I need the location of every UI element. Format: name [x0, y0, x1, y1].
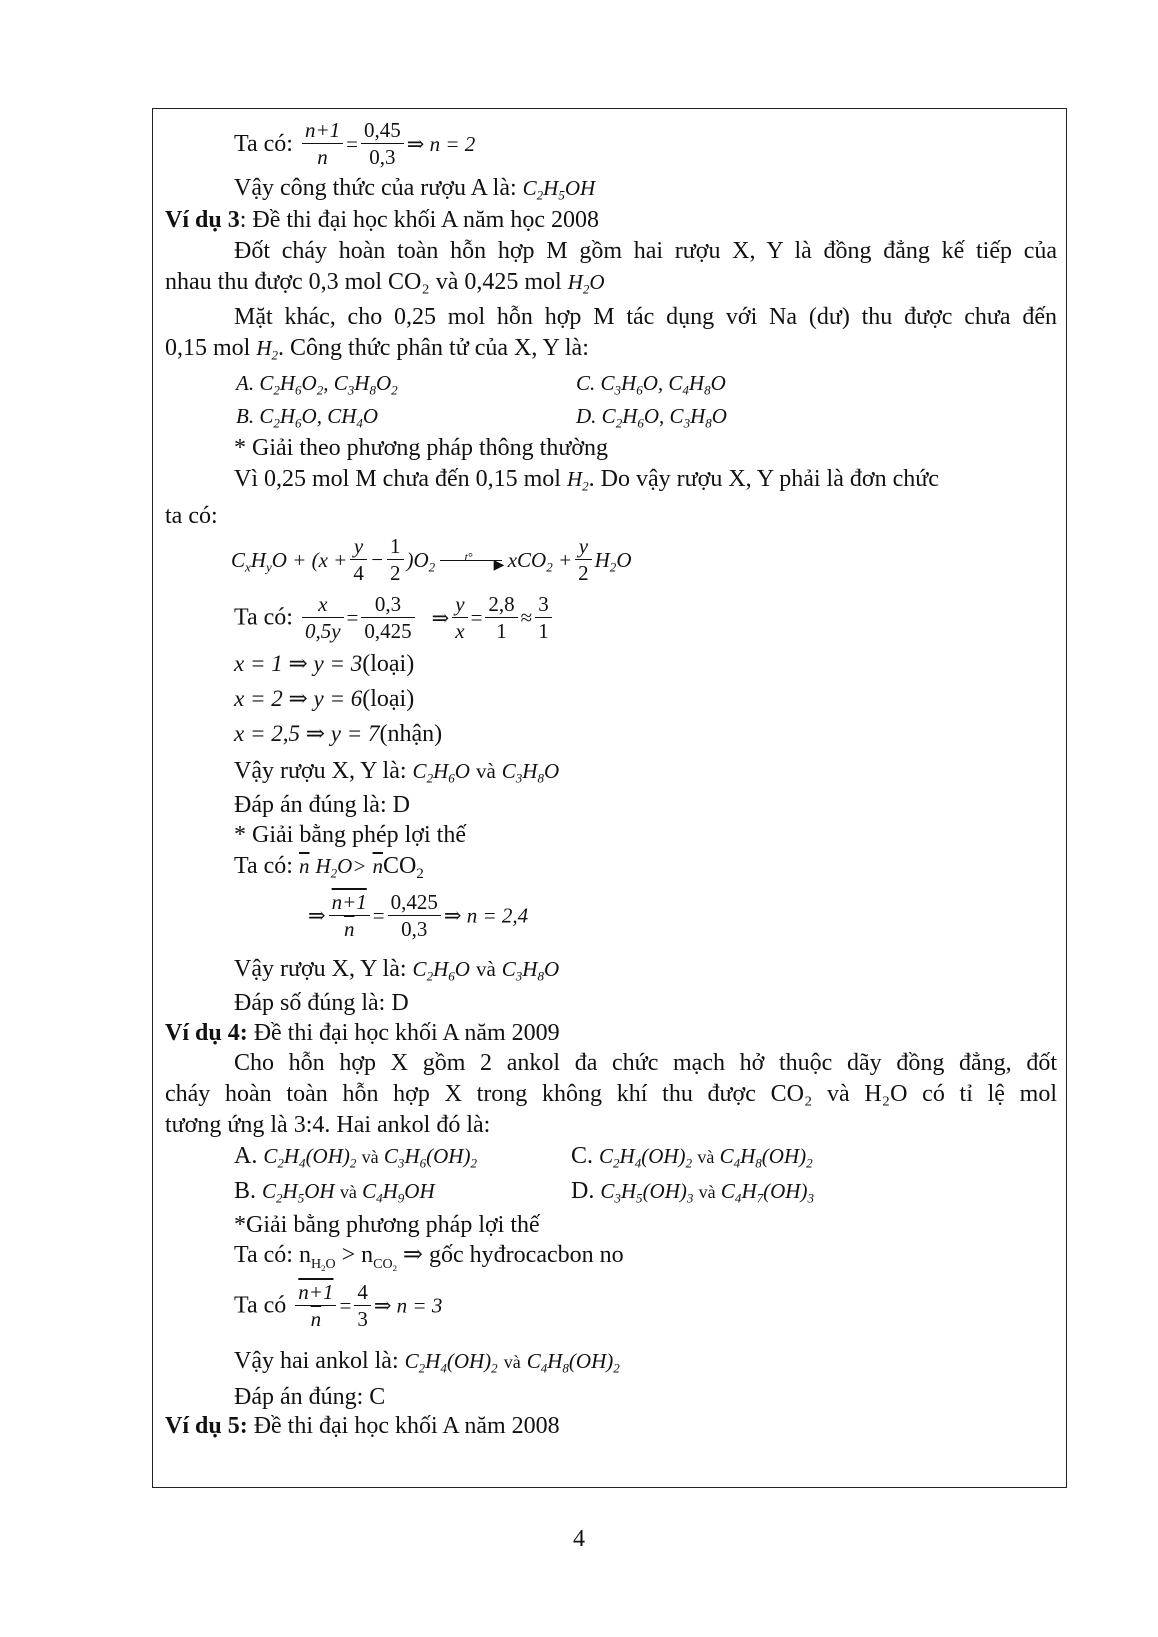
formula-h2: $H_2$: [256, 336, 279, 363]
paragraph-line: Đốt cháy hoàn toàn hỗn hợp M gồm hai rượu X, Y là đồng đẳng kế tiếp của: [234, 238, 1057, 264]
example-3-heading: [165, 205, 599, 235]
label-ta-co: Ta có: [234, 1292, 287, 1319]
fraction-denominator: 0,3: [401, 917, 428, 941]
fraction-03-over-0425: [361, 591, 414, 644]
option-a: A. $C_2H_6O_2$, $C_3H_8O_2$: [236, 371, 398, 398]
fraction-denominator: 1: [496, 619, 507, 643]
fraction-y-over-x: [452, 591, 467, 644]
fraction-numerator: 2,8: [485, 591, 517, 618]
answer-text: Đáp số đúng là: D: [234, 990, 409, 1016]
label-ta-co: Ta có:: [234, 131, 293, 158]
paragraph-line: Cho hỗn hợp X gồm 2 ankol đa chức mạch hở thuộc dãy đồng đẳng, đốt: [234, 1050, 1057, 1076]
options-row-1: [236, 368, 726, 398]
n-bar: $\overline{n}$: [372, 854, 383, 878]
fraction-denominator: n: [343, 917, 355, 941]
text: nhau thu được 0,3 mol CO₂ và 0,425 mol: [165, 269, 562, 295]
method-heading: * Giải bằng phép lợi thế: [234, 822, 466, 848]
option-a: A. $C_2H_4(OH)_2$ và $C_3H_6(OH)_2$: [234, 1143, 477, 1171]
comparison-line: Ta có: $n_{H_2O} > n_{CO_2}$ ⇒ gốc hyđrocacbon no: [234, 1242, 624, 1273]
fraction-denominator: 0,3: [369, 145, 396, 169]
formula-c2h5oh: $C_2H_5OH$: [522, 176, 596, 203]
formula-h2: $H_2$: [566, 467, 589, 494]
fraction-denominator: 1: [538, 619, 549, 643]
option-d: D. $C_2H_6O$, $C_3H_8O$: [576, 404, 727, 431]
fraction-0425-over-03: [388, 889, 441, 942]
fraction-n-plus-1-over-n: [329, 889, 370, 942]
page-number: 4: [573, 1526, 585, 1552]
equation-result: ⇒ n = 3: [373, 1293, 443, 1318]
fraction-denominator: 0,425: [364, 619, 412, 643]
example-label: Ví dụ 5:: [165, 1413, 248, 1439]
option-label: D.: [571, 1178, 595, 1204]
method-heading: * Giải theo phương pháp thông thường: [234, 435, 609, 461]
text: ta có:: [165, 503, 218, 529]
option-label: A.: [234, 1143, 258, 1169]
text: 0,15 mol: [165, 335, 251, 361]
text: ⇒ gốc hyđrocacbon no: [402, 1242, 624, 1268]
text: Vậy rượu X, Y là:: [234, 758, 407, 784]
text: . Công thức phân tử của X, Y là:: [278, 335, 589, 361]
arrow-with-heat: t° ▶: [440, 558, 502, 561]
text: Vậy hai ankol là:: [234, 1348, 399, 1374]
formula-c4h8oh2: $C_4H_8(OH)_2$: [526, 1349, 620, 1376]
paragraph-line: [165, 267, 605, 297]
fraction-numerator: 4: [354, 1279, 371, 1306]
equation-n-ankol: Ta có $\frac{n+1}{n}$ = $\frac{4}{3}$ ⇒ n = 3: [234, 1280, 443, 1331]
example-label: Ví dụ 4:: [165, 1020, 248, 1046]
fraction-denominator: n: [317, 145, 328, 169]
case-line: [234, 649, 414, 679]
fraction-numerator: 3: [535, 591, 552, 618]
fraction-045-over-03: [361, 117, 404, 170]
option-label: B.: [234, 1178, 257, 1204]
text-and: và: [503, 1352, 521, 1372]
fraction-n-plus-1-over-n: [295, 1279, 336, 1332]
note: (loại): [362, 686, 415, 712]
formula-line: [234, 173, 595, 203]
text-and: và: [475, 957, 496, 981]
math-expression: x = 2,5 ⇒ y = 7: [234, 721, 380, 746]
example-4-heading: [165, 1018, 560, 1048]
equation-result: ⇒ n = 2,4: [443, 903, 529, 928]
fraction-numerator: 0,45: [361, 117, 404, 144]
fraction-numerator: 0,425: [388, 889, 441, 916]
fraction-4-over-3: [354, 1279, 371, 1332]
option-b: B. $C_2H_5OH$ và $C_4H_9OH$: [234, 1178, 435, 1206]
n-bar: $\overline{n}$: [298, 854, 310, 878]
fraction-denominator: x: [455, 619, 465, 643]
fraction-numerator: x: [302, 591, 344, 618]
fraction-numerator: n+1: [329, 889, 370, 916]
text-conclusion: Vậy công thức của rượu A là:: [234, 175, 517, 201]
fraction-numerator: n+1: [302, 117, 343, 144]
option-b: B. $C_2H_6O$, $CH_4O$: [236, 404, 379, 431]
fraction-numerator: y: [452, 591, 467, 618]
options-row-1: [234, 1141, 813, 1172]
option-d: D. $C_3H_5(OH)_3$ và $C_4H_7(OH)_3$: [571, 1178, 814, 1206]
paragraph-line: Mặt khác, cho 0,25 mol hỗn hợp M tác dụng với Na (dư) thu được chưa đến: [234, 304, 1057, 330]
math-expression: x = 2 ⇒ y = 6: [234, 686, 363, 711]
paragraph-line: cháy hoàn toàn hỗn hợp X trong không khí thu được CO₂ và H₂O có tỉ lệ mol: [165, 1081, 1057, 1107]
answer-line: [234, 1346, 620, 1377]
math-expression: x = 1 ⇒ y = 3: [234, 651, 363, 676]
fraction-3-over-1: [535, 591, 552, 644]
paragraph-line: [234, 464, 1057, 494]
text: Vì 0,25 mol M chưa đến 0,15 mol: [234, 466, 561, 492]
example-5-heading: [165, 1411, 560, 1441]
case-line: [234, 684, 414, 714]
text: Ta có: n: [234, 1242, 311, 1268]
formula-h2o: $H_2O$: [567, 270, 605, 297]
formula-c2h4oh2: $C_2H_4(OH)_2$: [404, 1349, 498, 1376]
fraction-28-over-1: [485, 591, 517, 644]
method-heading: *Giải bằng phương pháp lợi thế: [234, 1212, 540, 1238]
fraction-denominator: n: [310, 1307, 322, 1331]
equation-ratio: Ta có: $\frac{x}{0,5y}$ = $\frac{0,3}{0,425}$ ⇒ $\frac{y}{x}$ = $\frac{2,8}{1}$ ≈ $\frac{3}{1}$: [234, 591, 555, 647]
formula-c2h6o: $C_2H_6O$: [412, 957, 470, 984]
option-label: C.: [571, 1143, 594, 1169]
fraction-denominator: 3: [357, 1307, 368, 1331]
text: > n: [341, 1242, 374, 1268]
options-row-2: [234, 1176, 814, 1207]
formula-c3h8o: $C_3H_8O$: [501, 957, 560, 984]
example-label: Ví dụ 3: [165, 207, 240, 233]
text: Vậy rượu X, Y là:: [234, 956, 407, 982]
formula-c2h6o: $C_2H_6O$: [412, 759, 470, 786]
formula-c3h8o: $C_3H_8O$: [501, 759, 560, 786]
example-title: Đề thi đại học khối A năm 2009: [247, 1020, 560, 1046]
paragraph-line: [165, 333, 589, 363]
fraction-n-plus-1-over-n: [302, 117, 343, 170]
fraction-denominator: 0,5y: [304, 619, 341, 643]
answer-line: [234, 756, 559, 786]
content-frame: [152, 108, 1067, 1488]
formula-co2: $CO_2$: [383, 853, 424, 883]
note: (loại): [362, 651, 415, 677]
case-line: [234, 719, 442, 749]
fraction-numerator: n+1: [295, 1279, 336, 1306]
answer-text: Đáp án đúng là: D: [234, 792, 410, 818]
example-title: : Đề thi đại học khối A năm học 2008: [239, 207, 599, 233]
options-row-2: [236, 401, 727, 431]
label-ta-co: Ta có:: [234, 853, 293, 879]
note: (nhận): [379, 721, 443, 747]
option-c: C. $C_2H_4(OH)_2$ và $C_4H_8(OH)_2$: [571, 1143, 813, 1171]
text: . Do vậy rượu X, Y phải là đơn chức: [588, 466, 939, 492]
text-and: và: [475, 759, 496, 783]
fraction-x-over-05y: [302, 591, 344, 644]
answer-line: [234, 954, 559, 984]
reaction-equation: $C_xH_yO + (x$ + $\frac{y}{4}$ − $\frac{1}{2}$ )$O_2$ t° ▶ xCO$_2$ + $\frac{y}{2}$ $H_2O$: [231, 534, 632, 585]
fraction-numerator: 0,3: [361, 591, 414, 618]
label-ta-co: Ta có:: [234, 604, 293, 631]
equation-result: ⇒ n = 2: [406, 132, 476, 157]
option-c: C. $C_3H_6O$, $C_4H_8O$: [576, 371, 726, 398]
example-title: Đề thi đại học khối A năm 2008: [247, 1413, 560, 1439]
paragraph-line: tương ứng là 3:4. Hai ankol đó là:: [165, 1112, 491, 1138]
comparison-line: [234, 851, 424, 881]
formula-h2o: $H_2O>$: [315, 854, 367, 881]
equation-n-average: ⇒ $\frac{n+1}{n}$ = $\frac{0,425}{0,3}$ ⇒ n = 2,4: [308, 890, 529, 941]
answer-text: Đáp án đúng: C: [234, 1384, 386, 1410]
equation-line-1: Ta có: $\frac{n+1}{n}$ = $\frac{0,45}{0,3}$ ⇒ n = 2: [234, 118, 476, 169]
